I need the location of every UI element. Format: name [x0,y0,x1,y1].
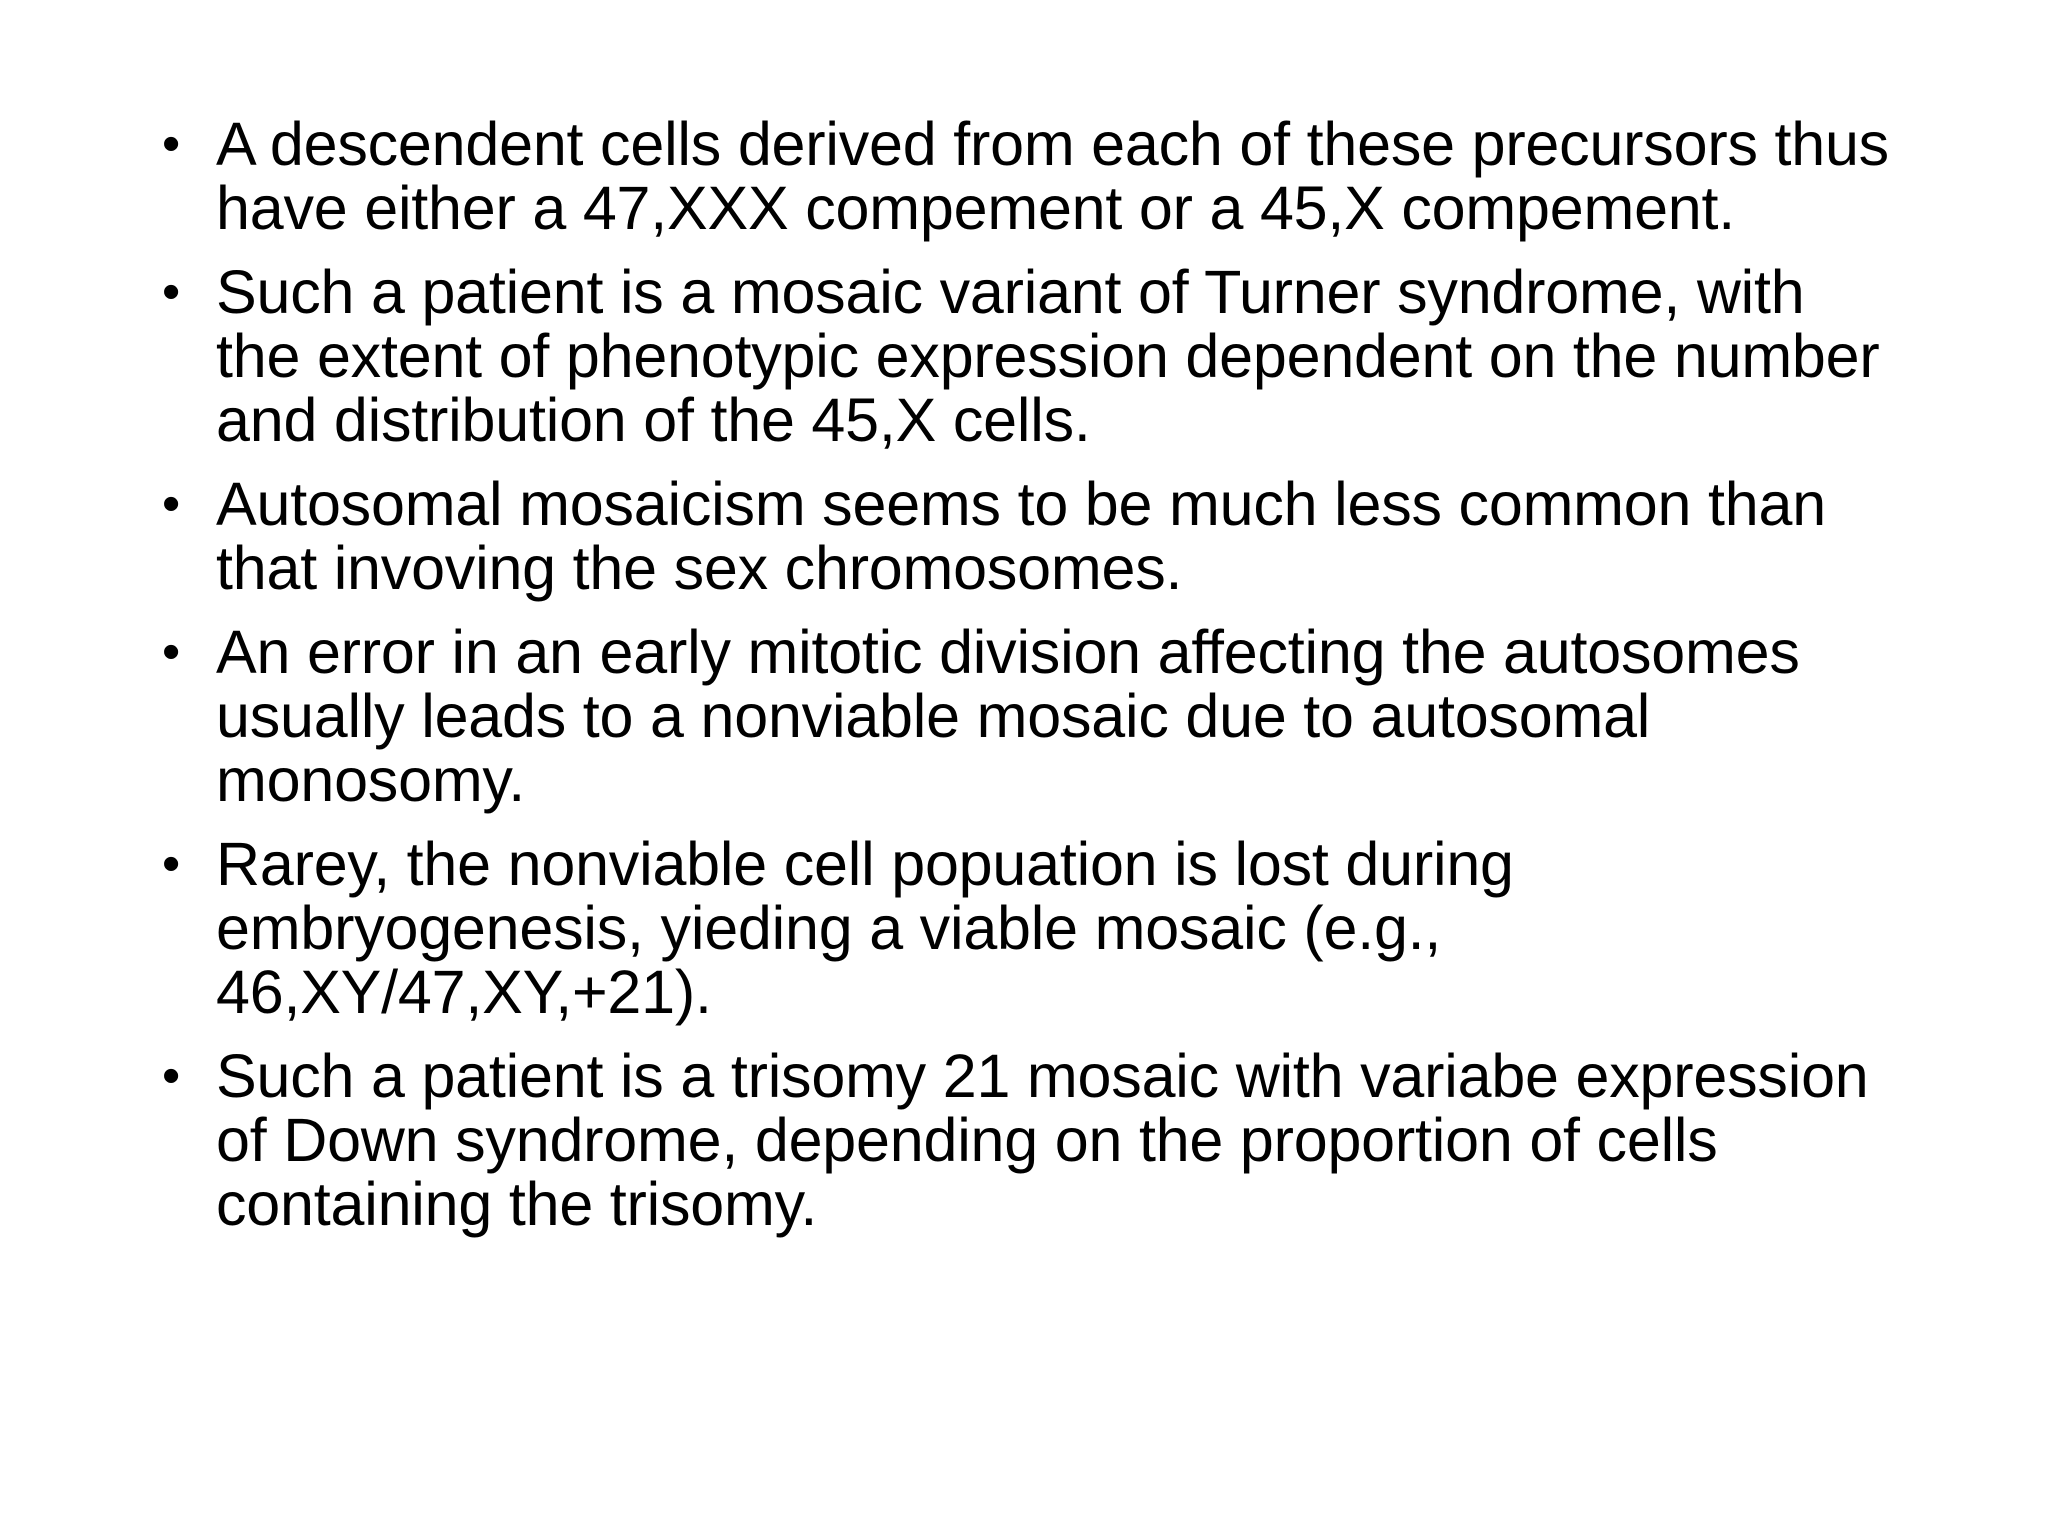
bullet-text: Such a patient is a trisomy 21 mosaic with variabe expression of Down syndrome, depending on the proportion of cells containing the trisomy. [216,1042,1869,1238]
bullet-icon: • [162,263,181,321]
bullet-text: An error in an early mitotic division affecting the autosomes usually leads to a nonviable mosaic due to autosomal monosomy. [216,618,1800,814]
bullet-icon: • [162,475,181,533]
bullet-list [162,112,1902,1256]
bullet-icon: • [162,1047,181,1105]
bullet-text: Such a patient is a mosaic variant of Turner syndrome, with the extent of phenotypic expression dependent on the number and distribution of the 45,X cells. [216,258,1880,454]
bullet-icon: • [162,115,181,173]
bullet-item [162,260,1902,452]
bullet-item [162,112,1902,240]
bullet-text: Rarey, the nonviable cell popuation is lost during embryogenesis, yieding a viable mosaic (e.g., 46,XY/47,XY,+21). [216,830,1514,1026]
bullet-text: Autosomal mosaicism seems to be much less common than that invoving the sex chromosomes. [216,470,1826,602]
bullet-item [162,832,1902,1024]
bullet-icon: • [162,623,181,681]
bullet-item [162,472,1902,600]
bullet-text: A descendent cells derived from each of these precursors thus have either a 47,XXX compement or a 45,X compement. [216,110,1889,242]
bullet-icon: • [162,835,181,893]
bullet-item [162,1044,1902,1236]
bullet-item [162,620,1902,812]
